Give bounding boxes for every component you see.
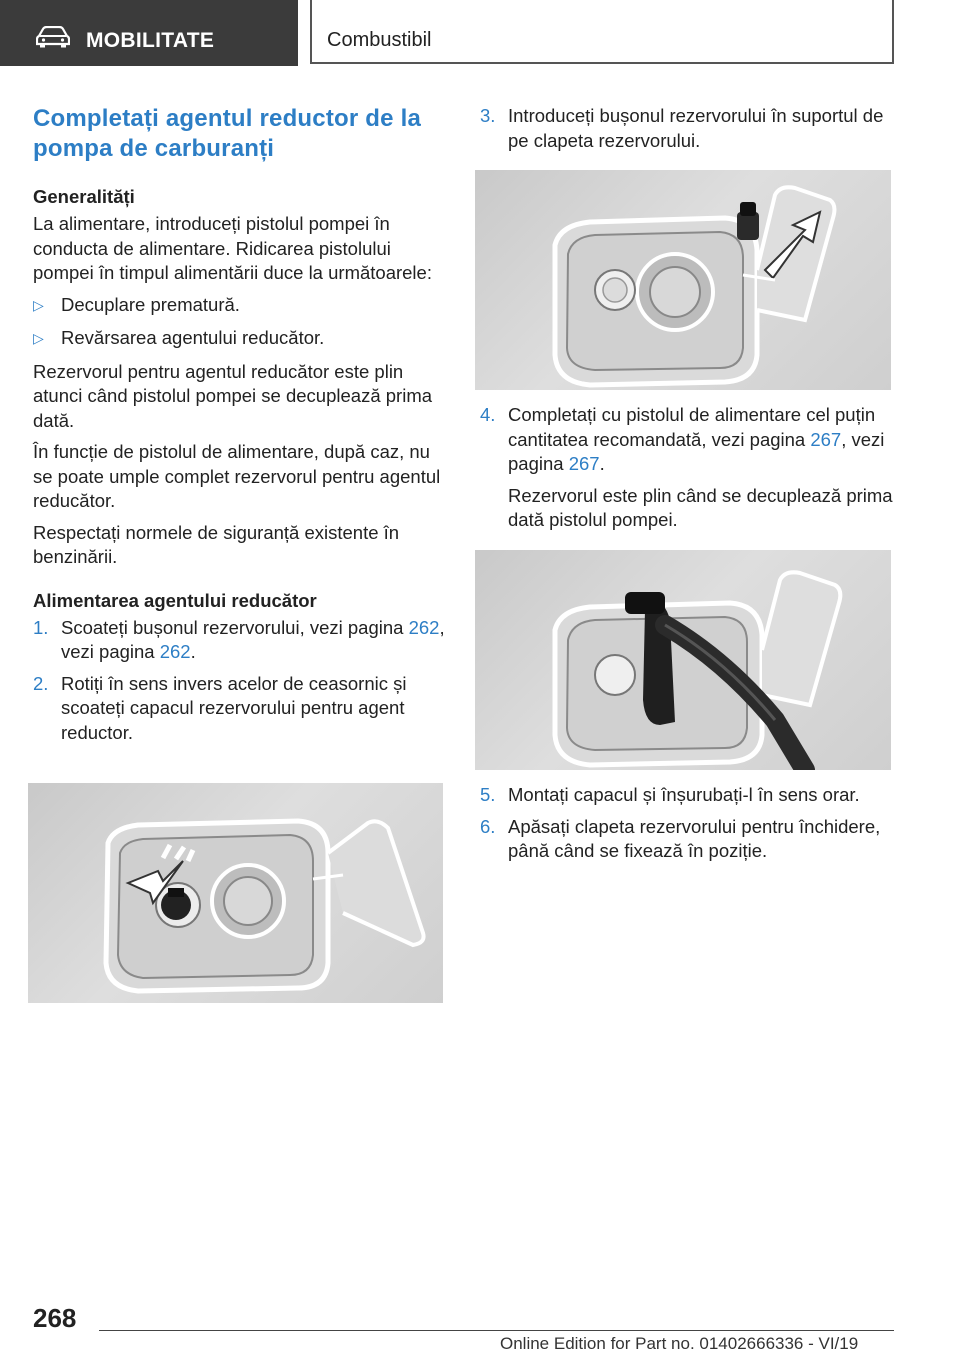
page-link[interactable]: 267 — [568, 453, 600, 474]
general-text: La alimentare, introduceți pistolul pompei în conducta de alimentare. Ridicarea pistolului pompei în timpul alimentării duce la următoarele: — [33, 213, 432, 283]
step-number: 3. — [480, 105, 496, 126]
right-column — [480, 104, 900, 160]
step-item: 5. Montați capacul și înșurubați-l în sens orar. — [480, 783, 900, 808]
page-title: Completați agentul reductor de la pompa de carburanți — [33, 105, 421, 162]
right-column-bottom — [480, 783, 900, 871]
page-header — [0, 0, 960, 66]
paragraph: Respectați normele de siguranță existente în benzinării. — [33, 521, 400, 567]
step-item: 6. Apăsați clapeta rezervorului pentru închidere, până când se fixează în poziție. — [480, 815, 881, 861]
step-number: 6. — [480, 815, 496, 837]
paragraph: Rezervorul pentru agentul reducător este plin atunci când pistolul pompei se decuplează prima dată. — [33, 360, 433, 431]
page-link[interactable]: 262 — [159, 641, 191, 662]
edition-text: Online Edition for Part no. 01402666336 - VI/19 — [500, 1334, 859, 1353]
chapter-tab — [310, 0, 894, 64]
step-item: 1. Scoateți bușonul rezervorului, vezi pagina 262, vezi pagina 262. — [33, 616, 445, 662]
step-note: Rezervorul este plin când se decuplează prima dată pistolul pompei. — [508, 484, 893, 530]
page-number: 268 — [33, 1303, 77, 1333]
step-number: 2. — [33, 672, 49, 694]
step-number: 1. — [33, 616, 49, 638]
list-item: ▷ Revărsarea agentului reducător. — [33, 326, 445, 351]
left-column — [33, 104, 445, 752]
step-item: 4. Completați cu pistolul de alimentare cel puțin cantitatea recomandată, vezi pagina 267, vezi pagina 267. — [480, 404, 885, 474]
step-number: 5. — [480, 784, 496, 805]
section-label: MOBILITATE — [86, 29, 215, 52]
illustration-refuel-nozzle — [475, 550, 891, 770]
triangle-bullet-icon: ▷ — [33, 330, 44, 346]
refuel-heading: Alimentarea agentului reducător — [33, 589, 317, 611]
step-item: 3. Introduceți bușonul rezervorului în suportul de pe clapeta rezervorului. — [480, 105, 884, 151]
section-tab — [0, 0, 298, 66]
right-column-mid — [480, 403, 900, 540]
paragraph: În funcție de pistolul de alimentare, după caz, nu se poate umple complet rezervorul pentru agentul reducător. — [33, 441, 441, 511]
list-item: ▷ Decuplare prematură. — [33, 293, 445, 318]
footer-divider — [99, 1330, 894, 1331]
illustration-remove-cap — [28, 783, 443, 1003]
illustration-cap-holder — [475, 170, 891, 390]
page-link[interactable]: 262 — [408, 616, 440, 638]
step-item: 2. Rotiți în sens invers acelor de ceasornic și scoateți capacul rezervorului pentru agent reductor. — [33, 672, 407, 743]
car-icon — [36, 26, 70, 48]
step-number: 4. — [480, 404, 496, 425]
triangle-bullet-icon: ▷ — [33, 296, 44, 313]
page-link[interactable]: 267 — [810, 428, 842, 450]
chapter-label: Combustibil — [327, 29, 432, 51]
general-heading: Generalități — [33, 186, 135, 207]
